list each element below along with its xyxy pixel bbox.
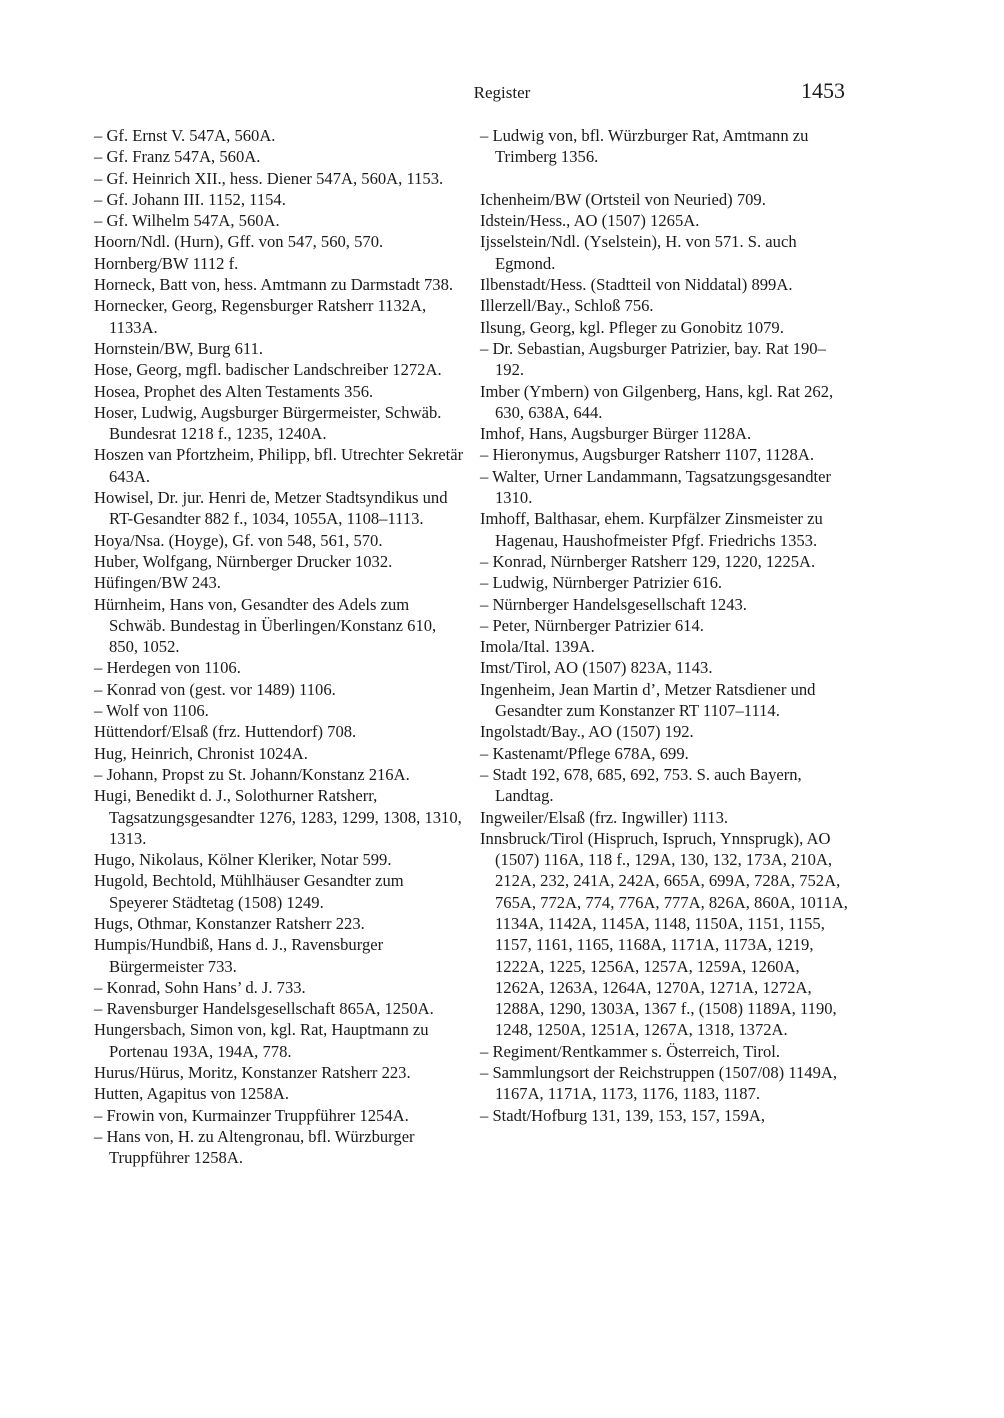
index-entry: Horneck, Batt von, hess. Amtmann zu Darmstadt 738. — [94, 275, 454, 295]
index-entry: – Gf. Heinrich XII., hess. Diener 547A, 560A, 1153. — [94, 168, 444, 188]
index-entry: Hoser, Ludwig, Augsburger Bürgermeister, Schwäb. Bundesrat 1218 f., 1235, 1240A. — [94, 402, 442, 444]
index-entry: – Hieronymus, Augsburger Ratsherr 1107, 1128A. — [480, 445, 814, 465]
index-entry: Imola/Ital. 139A. — [480, 637, 595, 657]
index-entry: – Stadt/Hofburg 131, 139, 153, 157, 159A, — [480, 1105, 766, 1125]
index-entry: Ijsselstein/Ndl. (Yselstein), H. von 571. S. auch Egmond. — [480, 232, 797, 273]
index-entry: Hoorn/Ndl. (Hurn), Gff. von 547, 560, 570. — [94, 232, 384, 252]
index-entry: Hutten, Agapitus von 1258A. — [94, 1084, 289, 1104]
index-entry: Hüttendorf/Elsaß (frz. Huttendorf) 708. — [94, 722, 357, 742]
index-entry: – Ludwig von, bfl. Würzburger Rat, Amtmann zu Trimberg 1356. — [480, 126, 809, 167]
index-entry: – Regiment/Rentkammer s. Österreich, Tirol. — [480, 1041, 781, 1061]
index-entry: Hugi, Benedikt d. J., Solothurner Ratsherr, Tagsatzungsgesandter 1276, 1283, 1299, 1308, 1310, 1313. — [94, 786, 462, 848]
index-entry: Hoya/Nsa. (Hoyge), Gf. von 548, 561, 570. — [94, 530, 383, 550]
index-entry: – Stadt 192, 678, 685, 692, 753. S. auch Bayern, Landtag. — [480, 764, 802, 806]
index-entry: Illerzell/Bay., Schloß 756. — [480, 296, 654, 316]
index-entry: – Frowin von, Kurmainzer Truppführer 1254A. — [94, 1105, 409, 1125]
index-entry: Imhoff, Balthasar, ehem. Kurpfälzer Zinsmeister zu Hagenau, Haushofmeister Pfgf. Friedrichs 1353. — [480, 509, 823, 550]
index-entry: Hornberg/BW 1112 f. — [94, 253, 239, 273]
index-entry: – Nürnberger Handelsgesellschaft 1243. — [480, 594, 747, 614]
index-entry: Idstein/Hess., AO (1507) 1265A. — [480, 211, 700, 231]
index-entry: Humpis/Hundbiß, Hans d. J., Ravensburger Bürgermeister 733. — [94, 935, 384, 976]
index-entry: – Dr. Sebastian, Augsburger Patrizier, bay. Rat 190–192. — [480, 338, 826, 380]
section-gap — [480, 168, 852, 189]
index-entry: – Wolf von 1106. — [94, 701, 209, 721]
index-entry: Hugold, Bechtold, Mühlhäuser Gesandter zum Speyerer Städtetag (1508) 1249. — [94, 871, 404, 912]
running-head: Register — [473, 83, 531, 102]
index-entry: Ingweiler/Elsaß (frz. Ingwiller) 1113. — [480, 807, 729, 827]
index-entry: – Sammlungsort der Reichstruppen (1507/08) 1149A, 1167A, 1171A, 1173, 1176, 1183, 1187. — [480, 1063, 838, 1104]
index-entry: Hüfingen/BW 243. — [94, 573, 221, 593]
index-entry: Howisel, Dr. jur. Henri de, Metzer Stadtsyndikus und RT-Gesandter 882 f., 1034, 1055A, 1108–1113. — [94, 488, 448, 529]
index-entry: Hugo, Nikolaus, Kölner Kleriker, Notar 599. — [94, 850, 392, 870]
index-entry: Innsbruck/Tirol (Hispruch, Ispruch, Ynnsprugk), AO (1507) 116A, 118 f., 129A, 130, 132, 173A, 210A, 212A, 232, 241A, 242A, 665A, 699A, 728A, 752A, 765A, 772A, 774, 776A, 777A, 826A, 860A, 1011A, 1134A, 1142A, 1145A, 1148, 1150A, 1151, 1155, 1157, 1161, 1165, 1168A, 1171A, 1173A, 1219, 1222A, 1225, 1256A, 1257A, 1259A, 1260A, 1262A, 1263A, 1264A, 1270A, 1271A, 1272A, 1288A, 1290, 1303A, 1367 f., (1508) 1189A, 1190, 1248, 1250A, 1251A, 1267A, 1318, 1372A. — [480, 828, 848, 1040]
index-entry: Hornstein/BW, Burg 611. — [94, 338, 264, 358]
index-entry: – Gf. Wilhelm 547A, 560A. — [94, 211, 280, 231]
index-entry: – Hans von, H. zu Altengronau, bfl. Würzburger Truppführer 1258A. — [94, 1126, 415, 1168]
index-entry: Ilsung, Georg, kgl. Pfleger zu Gonobitz 1079. — [480, 317, 784, 337]
index-entry: Hoszen van Pfortzheim, Philipp, bfl. Utrechter Sekretär 643A. — [94, 445, 464, 486]
index-entry: – Herdegen von 1106. — [94, 658, 241, 678]
index-entry: – Gf. Franz 547A, 560A. — [94, 147, 261, 167]
index-column-right — [480, 125, 852, 1126]
index-entry: – Gf. Ernst V. 547A, 560A. — [94, 126, 276, 145]
index-entry: – Konrad, Sohn Hans’ d. J. 733. — [94, 977, 306, 997]
page-number: 1453 — [801, 78, 845, 103]
index-entry: – Ravensburger Handelsgesellschaft 865A, 1250A. — [94, 999, 434, 1019]
index-entry: Hug, Heinrich, Chronist 1024A. — [94, 743, 308, 763]
index-entry: Ilbenstadt/Hess. (Stadtteil von Niddatal) 899A. — [480, 275, 793, 295]
index-entry: Hürnheim, Hans von, Gesandter des Adels zum Schwäb. Bundestag in Überlingen/Konstanz 610, 850, 1052. — [94, 594, 437, 657]
index-entry: – Konrad, Nürnberger Ratsherr 129, 1220, 1225A. — [480, 551, 816, 571]
index-entry: – Peter, Nürnberger Patrizier 614. — [480, 615, 704, 635]
index-entry: Imst/Tirol, AO (1507) 823A, 1143. — [480, 658, 713, 678]
index-entry: – Kastenamt/Pflege 678A, 699. — [480, 743, 689, 763]
index-entry: Hose, Georg, mgfl. badischer Landschreiber 1272A. — [94, 360, 442, 380]
index-entry: Huber, Wolfgang, Nürnberger Drucker 1032. — [94, 551, 393, 571]
index-entry: Hurus/Hürus, Moritz, Konstanzer Ratsherr 223. — [94, 1063, 411, 1083]
index-entry: – Johann, Propst zu St. Johann/Konstanz 216A. — [94, 764, 410, 784]
index-entry: Ingolstadt/Bay., AO (1507) 192. — [480, 722, 694, 742]
index-entry: – Walter, Urner Landammann, Tagsatzungsgesandter 1310. — [480, 466, 832, 508]
index-entry: Ingenheim, Jean Martin d’, Metzer Ratsdiener und Gesandter zum Konstanzer RT 1107–1114. — [480, 679, 816, 721]
index-entry: Imhof, Hans, Augsburger Bürger 1128A. — [480, 424, 752, 444]
index-entry: – Ludwig, Nürnberger Patrizier 616. — [480, 573, 723, 593]
index-column-left — [94, 125, 466, 1169]
index-entry: – Gf. Johann III. 1152, 1154. — [94, 189, 286, 209]
index-entry: Hornecker, Georg, Regensburger Ratsherr 1132A, 1133A. — [94, 296, 427, 337]
index-entry: Hosea, Prophet des Alten Testaments 356. — [94, 381, 374, 401]
index-entry: Imber (Ymbern) von Gilgenberg, Hans, kgl. Rat 262, 630, 638A, 644. — [480, 381, 834, 422]
index-entry: Hugs, Othmar, Konstanzer Ratsherr 223. — [94, 913, 365, 933]
index-entry: – Konrad von (gest. vor 1489) 1106. — [94, 679, 336, 699]
index-entry: Hungersbach, Simon von, kgl. Rat, Hauptmann zu Portenau 193A, 194A, 778. — [94, 1020, 429, 1061]
index-entry: Ichenheim/BW (Ortsteil von Neuried) 709. — [480, 189, 766, 209]
